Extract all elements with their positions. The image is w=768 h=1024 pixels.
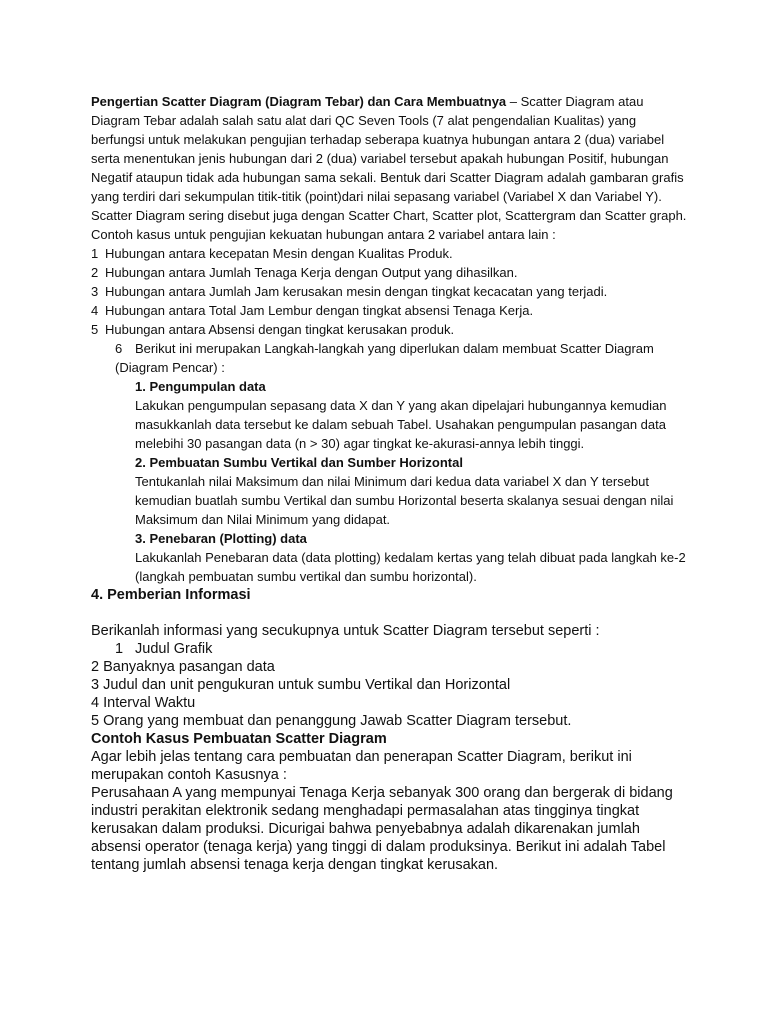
steps-header: 6 Berikut ini merupakan Langkah-langkah yang diperlukan dalam membuat Scatter Diagram (Diagram Pencar) :	[115, 341, 654, 375]
step-body: Tentukanlah nilai Maksimum dan nilai Minimum dari kedua data variabel X dan Y tersebut kemudian buatlah sumbu Vertikal dan sumbu Horizontal beserta skalanya sesuai dengan nilai Maksimum dan Nilai Minimum yang didapat.	[135, 474, 674, 527]
step-title: 1. Pengumpulan data	[135, 379, 266, 394]
step-item	[135, 529, 691, 586]
intro-section	[91, 92, 691, 586]
case-item: 4 Hubungan antara Total Jam Lembur dengan tingkat absensi Tenaga Kerja.	[91, 303, 534, 318]
article-title: Pengertian Scatter Diagram (Diagram Tebar) dan Cara Membuatnya	[91, 94, 507, 109]
document-body	[91, 92, 691, 874]
alias-paragraph: Scatter Diagram sering disebut juga dengan Scatter Chart, Scatter plot, Scattergram dan Scatter graph.	[91, 208, 687, 223]
step-item	[135, 377, 691, 453]
info-item: 5 Orang yang membuat dan penanggung Jawab Scatter Diagram tersebut.	[91, 713, 572, 729]
step-body: Lakukanlah Penebaran data (data plotting) kedalam kertas yang telah dibuat pada langkah ke-2 (langkah pembuatan sumbu vertikal dan sumbu horizontal).	[135, 550, 686, 584]
intro-body: – Scatter Diagram atau Diagram Tebar adalah salah satu alat dari QC Seven Tools (7 alat pengendalian Kualitas) yang berfungsi untuk melakukan pengujian terhadap seberapa kuatnya hubungan antara 2 (dua) variabel serta menentukan jenis hubungan dari 2 (dua) variabel tersebut apakah hubungan Positif, hubungan Negatif ataupun tidak ada hubungan sama sekali. Bentuk dari Scatter Diagram adalah gambaran grafis yang terdiri dari sekumpulan titik-titik (point)dari nilai sepasang variabel (Variabel X dan Variabel Y).	[91, 94, 684, 204]
case-item: 1 Hubungan antara kecepatan Mesin dengan Kualitas Produk.	[91, 246, 453, 261]
case-item: 2 Hubungan antara Jumlah Tenaga Kerja dengan Output yang dihasilkan.	[91, 265, 518, 280]
step-title: 2. Pembuatan Sumbu Vertikal dan Sumber Horizontal	[135, 455, 463, 470]
info-section	[91, 586, 691, 874]
case-item: 3 Hubungan antara Jumlah Jam kerusakan mesin dengan tingkat kecacatan yang terjadi.	[91, 284, 608, 299]
info-item: 3 Judul dan unit pengukuran untuk sumbu Vertikal dan Horizontal	[91, 677, 511, 693]
cases-intro: Contoh kasus untuk pengujian kekuatan hubungan antara 2 variabel antara lain :	[91, 227, 556, 242]
step-body: Lakukan pengumpulan sepasang data X dan Y yang akan dipelajari hubungannya kemudian masukkanlah data tersebut ke dalam sebuah Tabel. Usahakan pengumpulan pasangan data melebihi 30 pasangan data (n > 30) agar tingkat ke-akurasi-annya lebih tinggi.	[135, 398, 667, 451]
info-item: 2 Banyaknya pasangan data	[91, 659, 275, 675]
info-item: 1 Judul Grafik	[115, 641, 213, 657]
step-item	[135, 453, 691, 529]
example-body: Perusahaan A yang mempunyai Tenaga Kerja sebanyak 300 orang dan bergerak di bidang industri perakitan elektronik sedang menghadapi permasalahan atas tingginya tingkat kerusakan dalam produksi. Dicurigai bahwa penyebabnya adalah dikarenakan jumlah absensi operator (tenaga kerja) yang tinggi di dalam produksinya. Berikut ini adalah Tabel tentang jumlah absensi tenaga kerja dengan tingkat kerusakan.	[91, 785, 673, 873]
example-intro: Agar lebih jelas tentang cara pembuatan dan penerapan Scatter Diagram, berikut ini merupakan contoh Kasusnya :	[91, 749, 632, 783]
info-intro: Berikanlah informasi yang secukupnya untuk Scatter Diagram tersebut seperti :	[91, 623, 600, 639]
case-item: 5 Hubungan antara Absensi dengan tingkat kerusakan produk.	[91, 322, 455, 337]
step-title: 3. Penebaran (Plotting) data	[135, 531, 307, 546]
example-title: Contoh Kasus Pembuatan Scatter Diagram	[91, 731, 387, 747]
intro-paragraph	[91, 92, 691, 206]
info-title: 4. Pemberian Informasi	[91, 587, 251, 603]
info-item: 4 Interval Waktu	[91, 695, 196, 711]
